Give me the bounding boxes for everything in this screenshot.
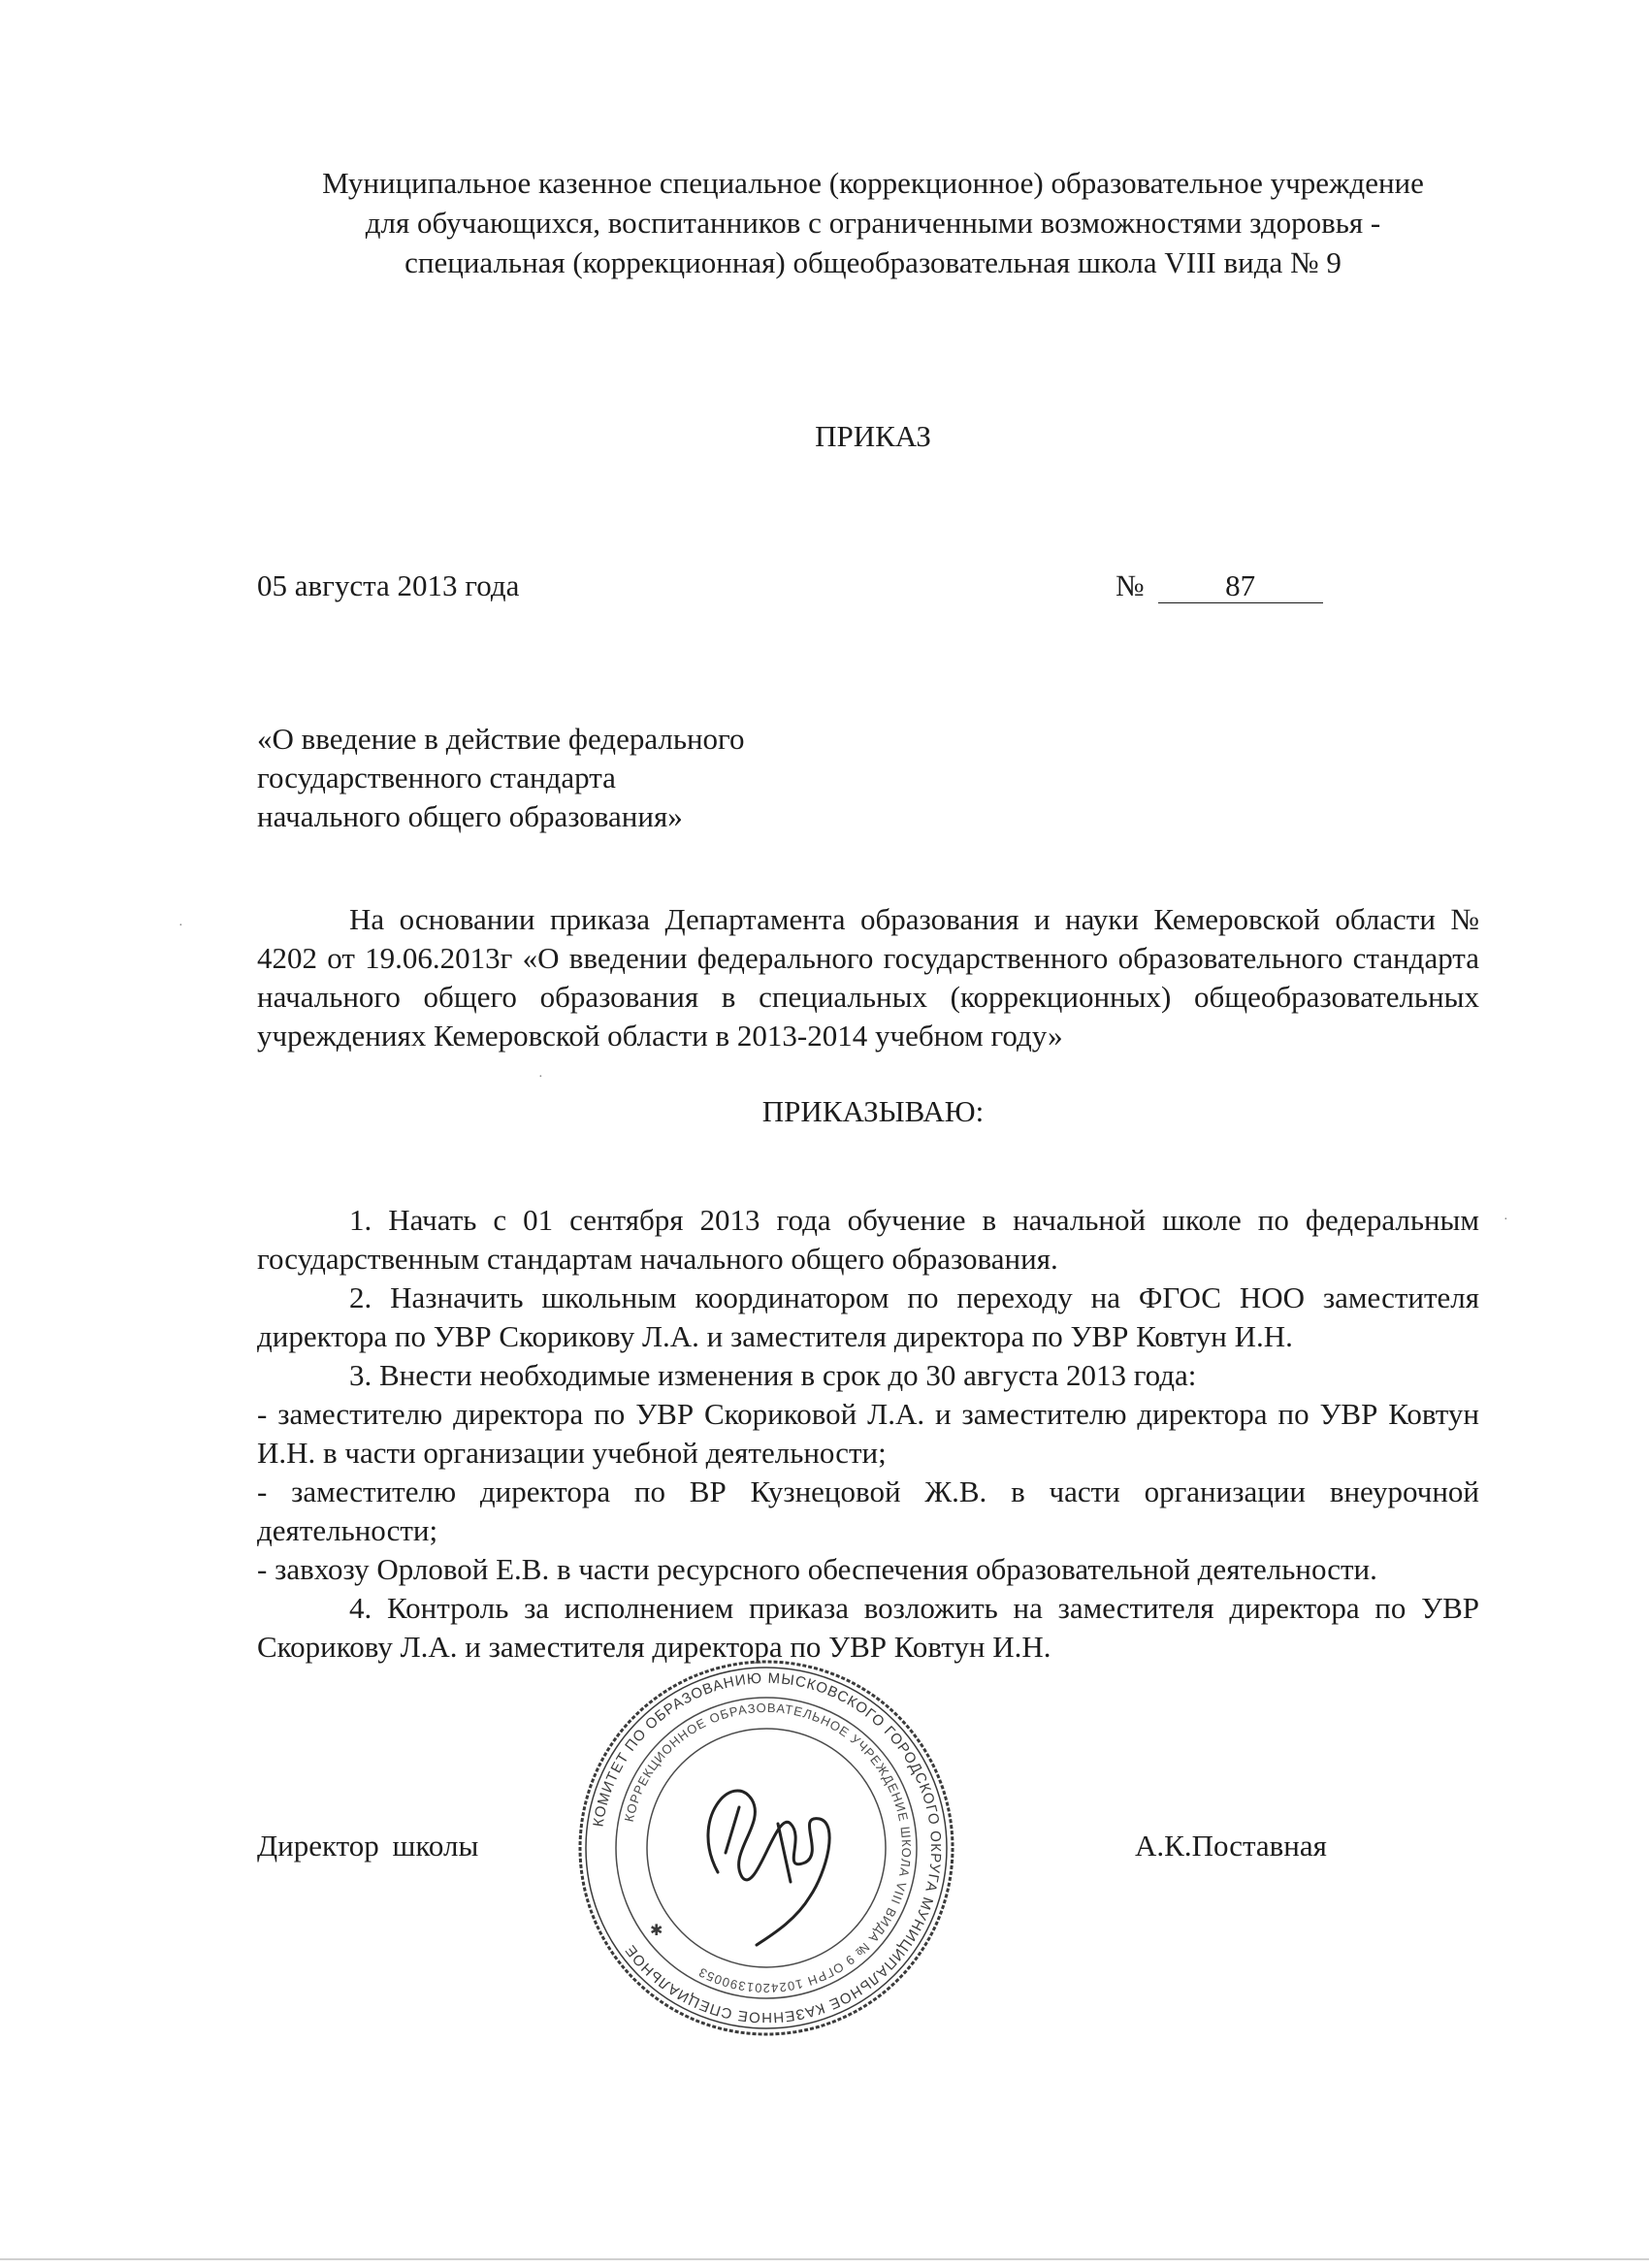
signer-title: Директор школы (257, 1829, 479, 1863)
order-number-label: № (1116, 568, 1145, 602)
order-item-2: 2. Назначить школьным координатором по переходу на ФГОС НОО заместителя директора по УВР Скорикову Л.А. и заместителя директора по УВР Ковтун И.Н. (257, 1280, 1479, 1353)
order-subject (257, 720, 745, 836)
order-item-3c: - завхозу Орловой Е.В. в части ресурсного обеспечения образовательной деятельности. (257, 1552, 1377, 1586)
order-basis (257, 900, 1479, 1055)
header-line-3: специальная (коррекционная) общеобразовательная школа VIII вида № 9 (404, 245, 1342, 279)
header-line-2: для обучающихся, воспитанников с ограниченными возможностями здоровья - (365, 206, 1381, 240)
scan-edge-line (0, 2258, 1649, 2260)
scan-speck: · (178, 919, 183, 933)
director-signature (708, 1791, 829, 1945)
order-number-value: 87 (1158, 569, 1323, 603)
document-title: ПРИКАЗ (815, 419, 931, 453)
scan-speck: · (1504, 1213, 1508, 1227)
seal-outer-text: КОМИТЕТ ПО ОБРАЗОВАНИЮ МЫСКОВСКОГО ГОРОДСКОГО ОКРУГА МУНИЦИПАЛЬНОЕ КАЗЕННОЕ СПЕЦИАЛЬНОЕ (590, 1669, 945, 2026)
seal-star-icon: ✱ (650, 1923, 663, 1939)
order-item-3b: - заместителю директора по ВР Кузнецовой Ж.В. в части организации внеурочной деятельности; (257, 1474, 1479, 1547)
order-item-4: 4. Контроль за исполнением приказа возложить на заместителя директора по УВР Скорикову Л.А. и заместителя директора по УВР Ковтун И.Н. (257, 1591, 1479, 1664)
order-date: 05 августа 2013 года (257, 568, 520, 602)
seal-outer-ring (580, 1662, 953, 2034)
order-number (1116, 568, 1323, 603)
signer-name: А.К.Поставная (1135, 1829, 1327, 1863)
official-seal (572, 1654, 960, 2042)
order-item-1: 1. Начать с 01 сентября 2013 года обучение в начальной школе по федеральным государственным стандартам начального общего образования. (257, 1203, 1479, 1276)
subject-line-3: начального общего образования» (257, 799, 683, 833)
subject-line-1: «О введение в действие федерального (257, 722, 745, 756)
seal-inner-ring (647, 1729, 886, 1967)
scan-speck: · (538, 1070, 543, 1085)
order-item-3a: - заместителю директора по УВР Скориковой Л.А. и заместителю директора по УВР Ковтун И.Н. в части организации учебной деятельности; (257, 1397, 1479, 1470)
seal-inner-text: КОРРЕКЦИОННОЕ ОБРАЗОВАТЕЛЬНОЕ УЧРЕЖДЕНИЕ ШКОЛА VIII ВИДА № 9 ОГРН 1024201390053 (621, 1700, 915, 1996)
institution-header (194, 163, 1552, 282)
subject-line-2: государственного стандарта (257, 761, 616, 794)
ordering-word: ПРИКАЗЫВАЮ: (761, 1094, 985, 1128)
order-items (257, 1201, 1479, 1667)
header-line-1: Муниципальное казенное специальное (коррекционное) образовательное учреждение (322, 166, 1424, 200)
seal-middle-ring (616, 1698, 917, 1998)
basis-paragraph: На основании приказа Департамента образования и науки Кемеровской области № 4202 от 19.06.2013г «О введении федерального государственного образовательного стандарта начального общего образования в специальных (коррекционных) общеобразовательных учреждениях Кемеровской области в 2013-2014 учебном году» (257, 902, 1479, 1053)
seal-outer-inner-ring (586, 1668, 947, 2028)
order-item-3: 3. Внести необходимые изменения в срок до 30 августа 2013 года: (349, 1358, 1197, 1392)
